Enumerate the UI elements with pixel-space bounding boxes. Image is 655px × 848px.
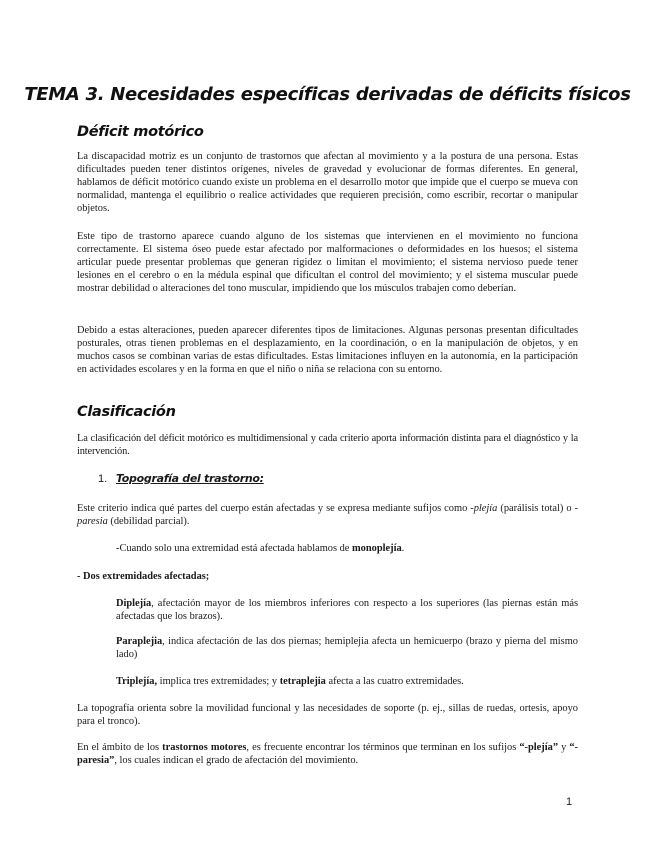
paragraph-diplejia: [116, 597, 578, 623]
document-title: TEMA 3. Necesidades específicas derivadas de déficits físicos: [24, 84, 631, 105]
term-trastornos-motores: trastornos motores: [162, 742, 247, 753]
heading-clasificacion: Clasificación: [77, 404, 176, 420]
text-segment: implica tres extremidades; y: [157, 676, 280, 687]
term-paresia-quoted: “-paresia”: [77, 742, 578, 767]
list-item-title: Topografía del trastorno:: [116, 472, 264, 485]
text-segment: afecta a las cuatro extremidades.: [325, 676, 464, 687]
term-tetraplejia: tetraplejia: [279, 676, 326, 687]
paragraph-systems: Este tipo de trastorno aparece cuando alguno de los sistemas que intervienen en el movimiento no funciona correctamente. El sistema óseo puede estar afectado por malformaciones o deformidades en los huesos; el sistema articular puede presentar problemas que generan rigidez o limitan el movimiento; el sistema nervioso puede tener lesiones en el cerebro o en la médula espinal que dificultan el control del movimiento; y el sistema muscular puede mostrar debilidad o alteraciones del tono muscular, impidiendo que los músculos trabajen como deberían.: [77, 231, 578, 295]
paragraph-trastornos-motores: [77, 741, 578, 767]
text-segment: En el ámbito de los: [77, 742, 163, 753]
paragraph-topografia-orienta: La topografía orienta sobre la movilidad funcional y las necesidades de soporte (p. ej., sillas de ruedas, ortesis, apoyo para el tronco).: [77, 703, 578, 728]
paragraph-monoplejia: [116, 542, 578, 555]
label-text: - Dos extremidades afectadas;: [77, 571, 210, 582]
paragraph-classification-intro: La clasificación del déficit motórico es multidimensional y cada criterio aporta información distinta para el diagnóstico y la intervención.: [77, 433, 578, 458]
suffix-plejia: -plejía: [470, 503, 498, 514]
page-number: 1: [566, 796, 573, 808]
term-triplejia: Triplejía,: [116, 676, 158, 687]
paragraph-limitations: Debido a estas alteraciones, pueden aparecer diferentes tipos de limitaciones. Algunas personas presentan dificultades posturales, otras tienen problemas en el desplazamiento, en la coordinación, o en la manipulación de objetos, y en muchos casos se combinan varias de estas dificultades. Estas limitaciones influyen en la autonomía, en la participación en actividades escolares y en la forma en que el niño o niña se relaciona con su entorno.: [77, 325, 578, 376]
suffix-paresia: -paresia: [77, 503, 578, 528]
text-segment: y: [558, 742, 570, 753]
term-diplejia: Diplejía: [116, 598, 152, 609]
term-paraplejia: Paraplejia: [116, 636, 163, 647]
text-segment: , afectación mayor de los miembros inferiores con respecto a los superiores (las piernas están más afectadas que los brazos).: [116, 598, 578, 623]
list-number: 1.: [98, 473, 108, 485]
label-dos-extremidades: [77, 570, 578, 583]
text-segment: Este criterio indica qué partes del cuerpo están afectadas y se expresa mediante sufijos como: [77, 503, 471, 514]
paragraph-triplejia: [116, 675, 578, 688]
text-segment: , es frecuente encontrar los términos que terminan en los sufijos: [246, 742, 520, 753]
text-segment: .: [401, 543, 405, 554]
heading-deficit-motorico: Déficit motórico: [77, 124, 204, 140]
text-segment: , los cuales indican el grado de afectación del movimiento.: [114, 755, 359, 767]
text-segment: (parálisis total) o: [497, 503, 575, 514]
term-monoplejia: monoplejía: [352, 543, 402, 554]
list-item-topografia: [98, 472, 264, 485]
text-segment: -Cuando solo una extremidad está afectada hablamos de: [116, 543, 353, 554]
paragraph-definition: La discapacidad motriz es un conjunto de trastornos que afectan al movimiento y a la postura de una persona. Estas dificultades pueden tener distintos orígenes, niveles de gravedad y evolucionar de formas diferentes. En general, hablamos de déficit motórico cuando existe un problema en el desarrollo motor que impide que el cuerpo se mueva con normalidad, mantenga el equilibrio o realice actividades que requieren precisión, como escribir, recortar o manipular objetos.: [77, 151, 578, 215]
paragraph-topografia-criterion: [77, 502, 578, 528]
paragraph-paraplejia: [116, 635, 578, 661]
text-segment: (debilidad parcial).: [107, 516, 190, 528]
term-plejia-quoted: “-plejía”: [519, 742, 559, 753]
text-segment: , indica afectación de las dos piernas; hemiplejia afecta un hemicuerpo (brazo y pierna del mismo lado): [116, 636, 578, 661]
